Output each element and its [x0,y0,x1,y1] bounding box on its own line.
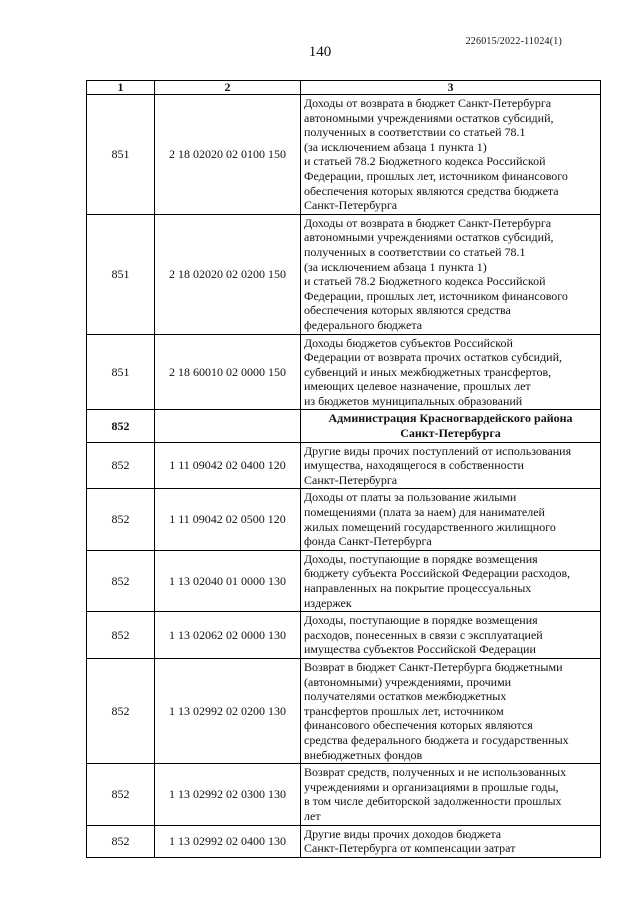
name-line: направленных на покрытие процессуальных [304,581,532,595]
revenue-code-cell: 1 13 02992 02 0400 130 [155,825,301,857]
name-line: Федерации, прошлых лет, источником финансового [304,288,568,303]
column-header-3: 3 [301,81,601,95]
name-line: имущества, находящегося в собственности [304,458,524,473]
name-line: получателями остатков межбюджетных [304,689,507,704]
name-line: издержек [304,595,352,610]
name-line: Санкт-Петербурга [400,426,501,441]
name-line: субвенций и иных межбюджетных трансфертов, [304,364,552,379]
name-line: из бюджетов муниципальных образований [304,393,523,408]
name-line: помещениями (плата за наем) для нанимателей [304,505,545,520]
revenue-name-cell [301,334,601,410]
name-line: в том числе дебиторской задолженности прошлых [304,794,562,809]
admin-code-cell: 851 [87,214,155,334]
table-row [87,489,601,550]
name-line: обеспечения которых являются средства бюджета [304,183,559,198]
name-line: имущества субъектов Российской Федерации [304,642,536,657]
revenue-name-cell [301,95,601,215]
name-line: расходов, понесенных в связи с эксплуатацией [304,627,543,642]
document-id: 226015/2022-11024(1) [465,36,562,47]
column-header-2: 2 [155,81,301,95]
table-row [87,658,601,763]
name-line: Другие виды прочих доходов бюджета [304,826,502,841]
name-line: трансфертов прошлых лет, источником [304,703,504,718]
table-row [87,95,601,215]
name-line: Доходы от платы за пользование жилыми [304,490,517,505]
column-header-1: 1 [87,81,155,95]
admin-code-cell: 852 [87,489,155,550]
name-line: федерального бюджета [304,317,423,332]
name-line: Федерации от возврата прочих остатков субсидий, [304,350,563,365]
revenue-code-cell [155,410,301,442]
name-line: Санкт-Петербурга [304,472,398,487]
revenue-name-cell [301,764,601,825]
revenue-code-cell: 1 13 02040 01 0000 130 [155,550,301,611]
name-line: Федерации, прошлых лет, источником финансового [304,168,568,183]
admin-code-cell: 852 [87,612,155,659]
revenue-code-cell: 2 18 02020 02 0100 150 [155,95,301,215]
revenue-name-cell [301,442,601,489]
revenue-name-cell [301,612,601,659]
name-line: Санкт-Петербурга от компенсации затрат [304,841,516,856]
name-line: Доходы от возврата в бюджет Санкт-Петербурга [304,96,552,110]
revenue-code-cell: 1 11 09042 02 0500 120 [155,489,301,550]
name-line: Доходы, поступающие в порядке возмещения [304,551,538,566]
name-line: и статьей 78.2 Бюджетного кодекса Российской [304,274,546,289]
revenue-code-cell: 1 13 02992 02 0200 130 [155,658,301,763]
table-row [87,764,601,825]
admin-code-cell: 852 [87,442,155,489]
name-line: (за исключением абзаца 1 пункта 1) [304,259,487,274]
name-line: Доходы бюджетов субъектов Российской [304,335,513,350]
name-line: (за исключением абзаца 1 пункта 1) [304,139,487,154]
admin-code-cell: 852 [87,658,155,763]
revenue-code-cell: 2 18 60010 02 0000 150 [155,334,301,410]
name-line: финансового обеспечения которых являются [304,718,533,733]
name-line: Администрация Красногвардейского района [328,411,573,426]
name-line: и статьей 78.2 Бюджетного кодекса Российской [304,154,546,169]
name-line: полученных в соответствии со статьей 78.1 [304,244,526,259]
page-number: 140 [308,44,332,60]
name-line: Другие виды прочих поступлений от использования [304,443,572,458]
name-line: (автономными) учреждениями, прочими [304,674,512,689]
table-row [87,334,601,410]
name-line: Возврат средств, полученных и не использованных [304,765,567,780]
table-body [87,95,601,858]
admin-code-cell: 852 [87,550,155,611]
name-line: обеспечения которых являются средства [304,303,511,318]
name-line: жилых помещений государственного жилищного [304,519,556,534]
revenue-code-cell: 1 11 09042 02 0400 120 [155,442,301,489]
table-row [87,550,601,611]
name-line: фонда Санкт-Петербурга [304,534,432,549]
table-row [87,825,601,857]
revenue-name-cell [301,825,601,857]
name-line: полученных в соответствии со статьей 78.1 [304,125,526,140]
table-header-row [87,81,601,95]
admin-section-row [87,410,601,442]
table-row [87,612,601,659]
table-row [87,214,601,334]
admin-code-cell: 852 [87,410,155,442]
revenue-name-cell [301,550,601,611]
table-row [87,442,601,489]
revenue-code-cell: 2 18 02020 02 0200 150 [155,214,301,334]
name-line: автономными учреждениями остатков субсидий, [304,110,554,125]
revenue-name-cell [301,214,601,334]
admin-code-cell: 852 [87,825,155,857]
name-line: Доходы от возврата в бюджет Санкт-Петербурга [304,215,552,230]
admin-code-cell: 852 [87,764,155,825]
name-line: Доходы, поступающие в порядке возмещения [304,613,538,628]
name-line: Санкт-Петербурга [304,198,398,213]
revenue-code-cell: 1 13 02062 02 0000 130 [155,612,301,659]
name-line: внебюджетных фондов [304,747,423,762]
admin-code-cell: 851 [87,95,155,215]
revenue-name-cell [301,410,601,442]
revenue-name-cell [301,489,601,550]
admin-code-cell: 851 [87,334,155,410]
name-line: лет [304,808,321,823]
name-line: бюджету субъекта Российской Федерации расходов, [304,566,571,581]
revenue-codes-table [86,80,601,858]
revenue-code-cell: 1 13 02992 02 0300 130 [155,764,301,825]
revenue-name-cell [301,658,601,763]
name-line: имеющих целевое назначение, прошлых лет [304,379,531,394]
name-line: Возврат в бюджет Санкт-Петербурга бюджетными [304,659,563,674]
name-line: автономными учреждениями остатков субсидий, [304,230,554,245]
name-line: учреждениями и организациями в прошлые годы, [304,779,559,794]
name-line: средства федерального бюджета и государственных [304,732,569,747]
